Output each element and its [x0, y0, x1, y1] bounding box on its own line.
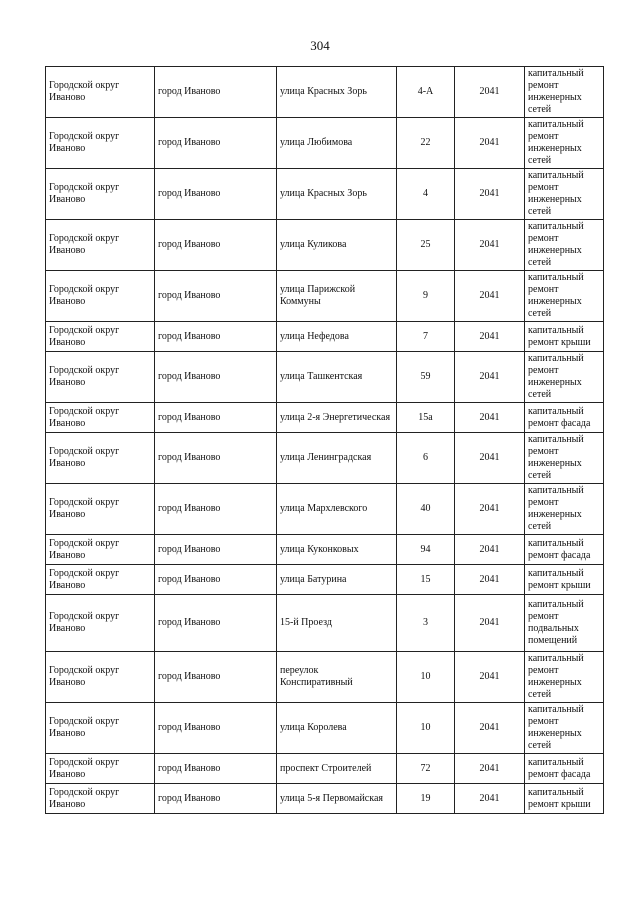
house-number-cell: 19 — [397, 784, 455, 814]
work-type-cell: капитальный ремонт инженерных сетей — [525, 271, 604, 322]
house-number-cell: 6 — [397, 433, 455, 484]
district-cell: Городской округ Иваново — [46, 67, 155, 118]
city-cell: город Иваново — [155, 652, 277, 703]
district-cell: Городской округ Иваново — [46, 595, 155, 652]
work-type-cell: капитальный ремонт подвальных помещений — [525, 595, 604, 652]
street-cell: улица Куконковых — [277, 535, 397, 565]
table-row — [46, 403, 604, 433]
house-number-cell: 7 — [397, 322, 455, 352]
table-row — [46, 754, 604, 784]
work-type-cell: капитальный ремонт крыши — [525, 565, 604, 595]
district-cell: Городской округ Иваново — [46, 565, 155, 595]
year-cell: 2041 — [455, 118, 525, 169]
city-cell: город Иваново — [155, 784, 277, 814]
year-cell: 2041 — [455, 322, 525, 352]
table-row — [46, 220, 604, 271]
city-cell: город Иваново — [155, 220, 277, 271]
street-cell: улица Мархлевского — [277, 484, 397, 535]
house-number-cell: 9 — [397, 271, 455, 322]
street-cell: улица 2-я Энергетическая — [277, 403, 397, 433]
work-type-cell: капитальный ремонт инженерных сетей — [525, 433, 604, 484]
year-cell: 2041 — [455, 784, 525, 814]
work-type-cell: капитальный ремонт инженерных сетей — [525, 220, 604, 271]
work-type-cell: капитальный ремонт фасада — [525, 754, 604, 784]
street-cell: проспект Строителей — [277, 754, 397, 784]
work-type-cell: капитальный ремонт инженерных сетей — [525, 352, 604, 403]
table-row — [46, 322, 604, 352]
district-cell: Городской округ Иваново — [46, 403, 155, 433]
table-row — [46, 652, 604, 703]
house-number-cell: 15а — [397, 403, 455, 433]
district-cell: Городской округ Иваново — [46, 169, 155, 220]
table-row — [46, 271, 604, 322]
street-cell: улица Батурина — [277, 565, 397, 595]
year-cell: 2041 — [455, 271, 525, 322]
year-cell: 2041 — [455, 67, 525, 118]
district-cell: Городской округ Иваново — [46, 118, 155, 169]
year-cell: 2041 — [455, 169, 525, 220]
table-row — [46, 703, 604, 754]
work-type-cell: капитальный ремонт инженерных сетей — [525, 484, 604, 535]
work-type-cell: капитальный ремонт инженерных сетей — [525, 703, 604, 754]
work-type-cell: капитальный ремонт инженерных сетей — [525, 67, 604, 118]
city-cell: город Иваново — [155, 169, 277, 220]
house-number-cell: 72 — [397, 754, 455, 784]
house-number-cell: 3 — [397, 595, 455, 652]
table-row — [46, 118, 604, 169]
city-cell: город Иваново — [155, 754, 277, 784]
city-cell: город Иваново — [155, 433, 277, 484]
work-type-cell: капитальный ремонт фасада — [525, 535, 604, 565]
table-row — [46, 484, 604, 535]
work-type-cell: капитальный ремонт крыши — [525, 784, 604, 814]
street-cell: улица Нефедова — [277, 322, 397, 352]
work-type-cell: капитальный ремонт инженерных сетей — [525, 118, 604, 169]
table-row — [46, 595, 604, 652]
table-row — [46, 67, 604, 118]
house-number-cell: 10 — [397, 652, 455, 703]
year-cell: 2041 — [455, 403, 525, 433]
city-cell: город Иваново — [155, 118, 277, 169]
year-cell: 2041 — [455, 703, 525, 754]
table-row — [46, 565, 604, 595]
page-number: 304 — [310, 38, 330, 53]
house-number-cell: 40 — [397, 484, 455, 535]
street-cell: улица Королева — [277, 703, 397, 754]
district-cell: Городской округ Иваново — [46, 484, 155, 535]
house-number-cell: 4 — [397, 169, 455, 220]
table-row — [46, 352, 604, 403]
district-cell: Городской округ Иваново — [46, 271, 155, 322]
house-number-cell: 22 — [397, 118, 455, 169]
year-cell: 2041 — [455, 433, 525, 484]
street-cell: улица Ленинградская — [277, 433, 397, 484]
street-cell: улица Любимова — [277, 118, 397, 169]
year-cell: 2041 — [455, 565, 525, 595]
street-cell: улица Куликова — [277, 220, 397, 271]
house-number-cell: 10 — [397, 703, 455, 754]
table-row — [46, 169, 604, 220]
street-cell: 15-й Проезд — [277, 595, 397, 652]
table-row — [46, 535, 604, 565]
street-cell: улица Парижской Коммуны — [277, 271, 397, 322]
year-cell: 2041 — [455, 754, 525, 784]
street-cell: улица Ташкентская — [277, 352, 397, 403]
house-number-cell: 94 — [397, 535, 455, 565]
house-number-cell: 4-А — [397, 67, 455, 118]
city-cell: город Иваново — [155, 67, 277, 118]
year-cell: 2041 — [455, 595, 525, 652]
work-type-cell: капитальный ремонт фасада — [525, 403, 604, 433]
district-cell: Городской округ Иваново — [46, 433, 155, 484]
district-cell: Городской округ Иваново — [46, 703, 155, 754]
work-type-cell: капитальный ремонт инженерных сетей — [525, 652, 604, 703]
district-cell: Городской округ Иваново — [46, 754, 155, 784]
district-cell: Городской округ Иваново — [46, 535, 155, 565]
district-cell: Городской округ Иваново — [46, 322, 155, 352]
district-cell: Городской округ Иваново — [46, 352, 155, 403]
district-cell: Городской округ Иваново — [46, 220, 155, 271]
house-number-cell: 59 — [397, 352, 455, 403]
city-cell: город Иваново — [155, 565, 277, 595]
city-cell: город Иваново — [155, 322, 277, 352]
year-cell: 2041 — [455, 220, 525, 271]
table-row — [46, 433, 604, 484]
city-cell: город Иваново — [155, 403, 277, 433]
repair-schedule-table — [45, 66, 604, 814]
table-row — [46, 784, 604, 814]
house-number-cell: 25 — [397, 220, 455, 271]
city-cell: город Иваново — [155, 535, 277, 565]
city-cell: город Иваново — [155, 595, 277, 652]
street-cell: переулок Конспиративный — [277, 652, 397, 703]
year-cell: 2041 — [455, 484, 525, 535]
street-cell: улица Красных Зорь — [277, 67, 397, 118]
city-cell: город Иваново — [155, 352, 277, 403]
city-cell: город Иваново — [155, 484, 277, 535]
work-type-cell: капитальный ремонт крыши — [525, 322, 604, 352]
district-cell: Городской округ Иваново — [46, 784, 155, 814]
city-cell: город Иваново — [155, 271, 277, 322]
city-cell: город Иваново — [155, 703, 277, 754]
work-type-cell: капитальный ремонт инженерных сетей — [525, 169, 604, 220]
year-cell: 2041 — [455, 535, 525, 565]
street-cell: улица Красных Зорь — [277, 169, 397, 220]
year-cell: 2041 — [455, 352, 525, 403]
street-cell: улица 5-я Первомайская — [277, 784, 397, 814]
year-cell: 2041 — [455, 652, 525, 703]
house-number-cell: 15 — [397, 565, 455, 595]
district-cell: Городской округ Иваново — [46, 652, 155, 703]
